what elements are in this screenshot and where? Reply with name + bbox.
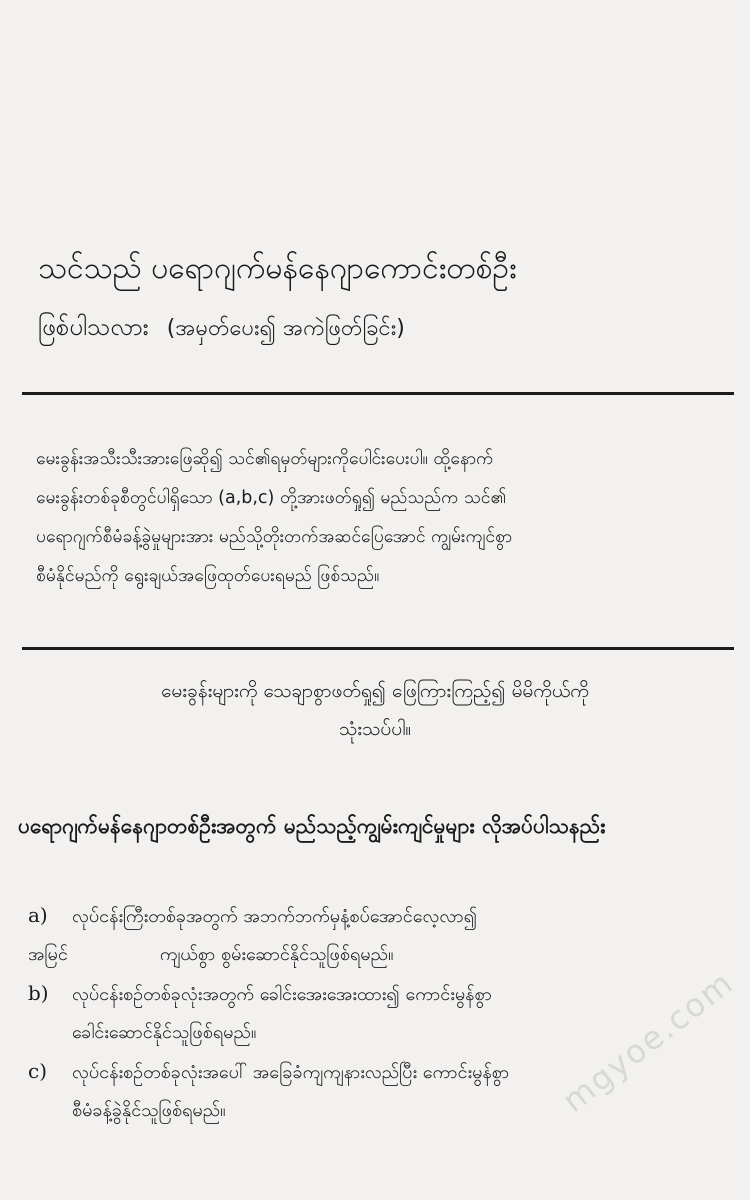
divider-top bbox=[22, 392, 734, 395]
question-heading: ပရောဂျက်မန်နေဂျာတစ်ဦးအတွက် မည်သည့်ကျွမ်းကျင်မှုများ လိုအပ်ပါသနည်း bbox=[18, 814, 606, 838]
tip-line: သုံးသပ်ပါ။ bbox=[338, 718, 412, 740]
option-text-continued: ကျယ်စွာ စွမ်းဆောင်နိုင်သူဖြစ်ရမည်။ bbox=[159, 944, 394, 965]
option-key: b) bbox=[28, 981, 49, 1005]
option-text-continued: ခေါင်းဆောင်နိုင်သူဖြစ်ရမည်။ bbox=[72, 1022, 257, 1043]
instructions-line: ပရောဂျက်စီမံခန့်ခွဲမှုများအား မည်သို့တိုးတက်အဆင်ပြေအောင် ကျွမ်းကျင်စွာ bbox=[36, 527, 513, 547]
instructions-line: မေးခွန်းအသီးသီးအားဖြေဆို၍ သင်၏ရမှတ်များကိုပေါင်းပေးပါ။ ထို့နောက် bbox=[36, 449, 494, 469]
option-key: a) bbox=[28, 903, 48, 927]
option-text: လုပ်ငန်းကြီးတစ်ခုအတွက် အဘက်ဘက်မှနံ့စပ်အောင်လေ့လာ၍ bbox=[72, 906, 478, 927]
instructions-line: စီမံနိုင်မည်ကို ရွေးချယ်အဖြေထုတ်ပေးရမည် ဖြစ်သည်။ bbox=[36, 566, 380, 586]
option-text-lead: အမြင် bbox=[28, 944, 68, 965]
tip-line: မေးခွန်းများကို သေချာစွာဖတ်ရှု၍ ဖြေကြားကြည့်၍ မိမိကိုယ်ကို bbox=[161, 680, 589, 702]
option-text: လုပ်ငန်းစဉ်တစ်ခုလုံးအပေါ် အခြေခံကျကျနားလည်ပြီး ကောင်းမွန်စွာ bbox=[72, 1062, 510, 1083]
subtitle-main: ဖြစ်ပါသလား bbox=[38, 313, 149, 341]
option-text: လုပ်ငန်းစဉ်တစ်ခုလုံးအတွက် ခေါင်းအေးအေးထား၍ ကောင်းမွန်စွာ bbox=[72, 984, 492, 1005]
instructions-paragraph bbox=[36, 440, 726, 596]
reading-tip bbox=[40, 672, 710, 748]
answer-options bbox=[28, 896, 728, 1130]
option-b bbox=[28, 974, 728, 1052]
option-key: c) bbox=[28, 1059, 48, 1083]
instructions-line: မေးခွန်းတစ်ခုစီတွင်ပါရှိသော (a,b,c) တို့အားဖတ်ရှု၍ မည်သည်က သင်၏ bbox=[36, 488, 507, 508]
page-subtitle bbox=[38, 308, 728, 348]
option-a bbox=[28, 896, 728, 974]
option-c bbox=[28, 1052, 728, 1130]
option-text-continued: စီမံခန့်ခွဲနိုင်သူဖြစ်ရမည်။ bbox=[72, 1100, 226, 1121]
subtitle-parenthetical: (အမှတ်ပေး၍ အကဲဖြတ်ခြင်း) bbox=[166, 316, 405, 341]
site-watermark: mgyoe.com bbox=[555, 963, 741, 1120]
page-title: သင်သည် ပရောဂျက်မန်နေဂျာကောင်းတစ်ဦး bbox=[38, 251, 517, 286]
divider-bottom bbox=[22, 647, 734, 650]
